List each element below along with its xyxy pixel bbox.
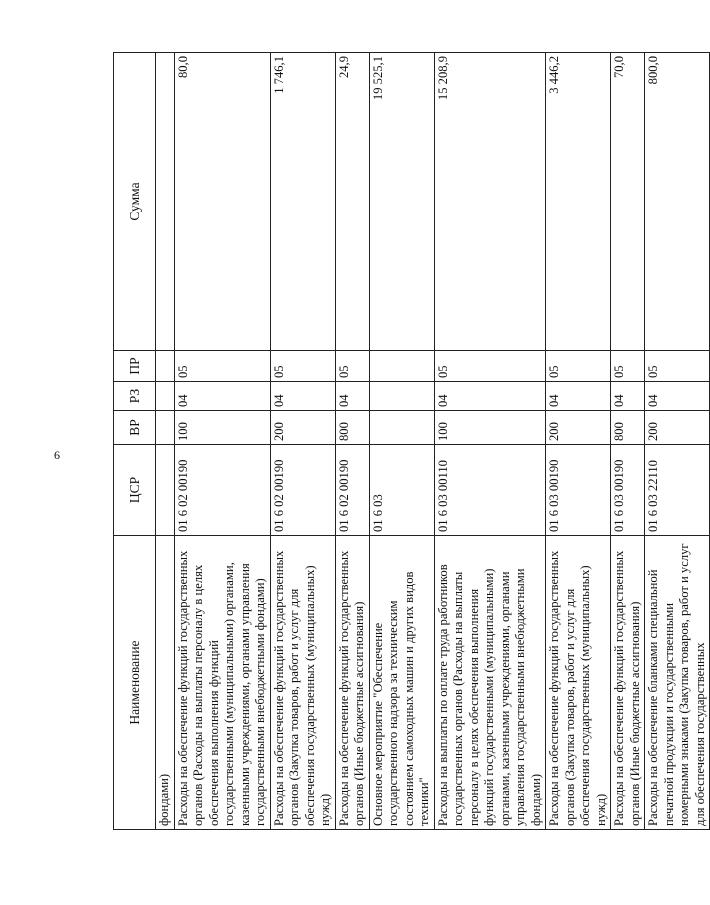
cell-sum: 24,9: [335, 53, 369, 351]
header-pr: ПР: [114, 351, 156, 382]
cell-vr: 200: [270, 411, 335, 445]
cell-csr: 01 6 03 00190: [611, 445, 645, 536]
cell-rz: [369, 382, 434, 411]
cell-vr: 200: [546, 411, 611, 445]
budget-table: [113, 52, 710, 830]
table-row: [369, 53, 434, 830]
cell-rz: 04: [174, 382, 270, 411]
table-row: [645, 53, 710, 830]
cell-pr: 05: [645, 351, 710, 382]
cell-csr: 01 6 03 00110: [434, 445, 546, 536]
cell-name: Расходы на выплаты по оплате труда работников государственных органов (Расходы на выплаты персоналу в целях обеспечения выполнения функций государственными (муниципальными) органами, казенными учреждениями, органами управления государственными внебюджетными фондами): [434, 536, 546, 830]
cell-vr: [369, 411, 434, 445]
header-vr: ВР: [114, 411, 156, 445]
table-row: [174, 53, 270, 830]
cell-csr: 01 6 03: [369, 445, 434, 536]
table-row: [335, 53, 369, 830]
cell-pr: [369, 351, 434, 382]
cell-rz: 04: [434, 382, 546, 411]
cell-sum: 800,0: [645, 53, 710, 351]
cell-csr: 01 6 02 00190: [270, 445, 335, 536]
cell-name: Расходы на обеспечение бланками специальной печатной продукции и государственными номерными знаками (Закупка товаров, работ и услуг для обеспечения государственных: [645, 536, 710, 830]
cell-sum: 70,0: [611, 53, 645, 351]
cell-sum: 3 446,2: [546, 53, 611, 351]
header-name: Наименование: [114, 536, 156, 830]
cell-csr: 01 6 02 00190: [174, 445, 270, 536]
cell-csr: 01 6 03 00190: [546, 445, 611, 536]
header-csr: ЦСР: [114, 445, 156, 536]
cell-vr: 100: [434, 411, 546, 445]
cell-pr: 05: [611, 351, 645, 382]
cell-pr: 05: [174, 351, 270, 382]
cell-name: Основное мероприятие "Обеспечение государственного надзора за техническим состоянием самоходных машин и других видов техники": [369, 536, 434, 830]
cell-vr: 200: [645, 411, 710, 445]
table-row: [611, 53, 645, 830]
cell-name: Расходы на обеспечение функций государственных органов (Закупка товаров, работ и услуг для обеспечения государственных (муниципальных) нужд): [546, 536, 611, 830]
cell-name: Расходы на обеспечение функций государственных органов (Закупка товаров, работ и услуг для обеспечения государственных (муниципальных) нужд): [270, 536, 335, 830]
table-header-row: [114, 53, 156, 830]
cell-csr: [156, 445, 175, 536]
cell-pr: 05: [270, 351, 335, 382]
cell-pr: 05: [335, 351, 369, 382]
cell-csr: 01 6 03 22110: [645, 445, 710, 536]
cell-pr: [156, 351, 175, 382]
cell-pr: 05: [434, 351, 546, 382]
cell-name: Расходы на обеспечение функций государственных органов (Иные бюджетные ассигнования): [335, 536, 369, 830]
cell-rz: [156, 382, 175, 411]
cell-name: Расходы на обеспечение функций государственных органов (Расходы на выплаты персоналу в целях обеспечения выполнения функций государственными (муниципальными) органами, казенными учреждениями, органами управления государственными внебюджетными фондами): [174, 536, 270, 830]
cell-name: фондами): [156, 536, 175, 830]
cell-csr: 01 6 02 00190: [335, 445, 369, 536]
table-row: [434, 53, 546, 830]
cell-rz: 04: [645, 382, 710, 411]
table-row: [546, 53, 611, 830]
cell-pr: 05: [546, 351, 611, 382]
cell-sum: 19 525,1: [369, 53, 434, 351]
table-row: [156, 53, 175, 830]
cell-vr: [156, 411, 175, 445]
cell-sum: 15 208,9: [434, 53, 546, 351]
cell-rz: 04: [270, 382, 335, 411]
cell-vr: 100: [174, 411, 270, 445]
cell-sum: [156, 53, 175, 351]
cell-sum: 1 746,1: [270, 53, 335, 351]
cell-vr: 800: [611, 411, 645, 445]
cell-sum: 80,0: [174, 53, 270, 351]
cell-rz: 04: [611, 382, 645, 411]
table-row: [270, 53, 335, 830]
cell-name: Расходы на обеспечение функций государственных органов (Иные бюджетные ассигнования): [611, 536, 645, 830]
page-number: 6: [54, 448, 60, 462]
header-rz: РЗ: [114, 382, 156, 411]
cell-rz: 04: [335, 382, 369, 411]
cell-rz: 04: [546, 382, 611, 411]
cell-vr: 800: [335, 411, 369, 445]
header-sum: Сумма: [114, 53, 156, 351]
